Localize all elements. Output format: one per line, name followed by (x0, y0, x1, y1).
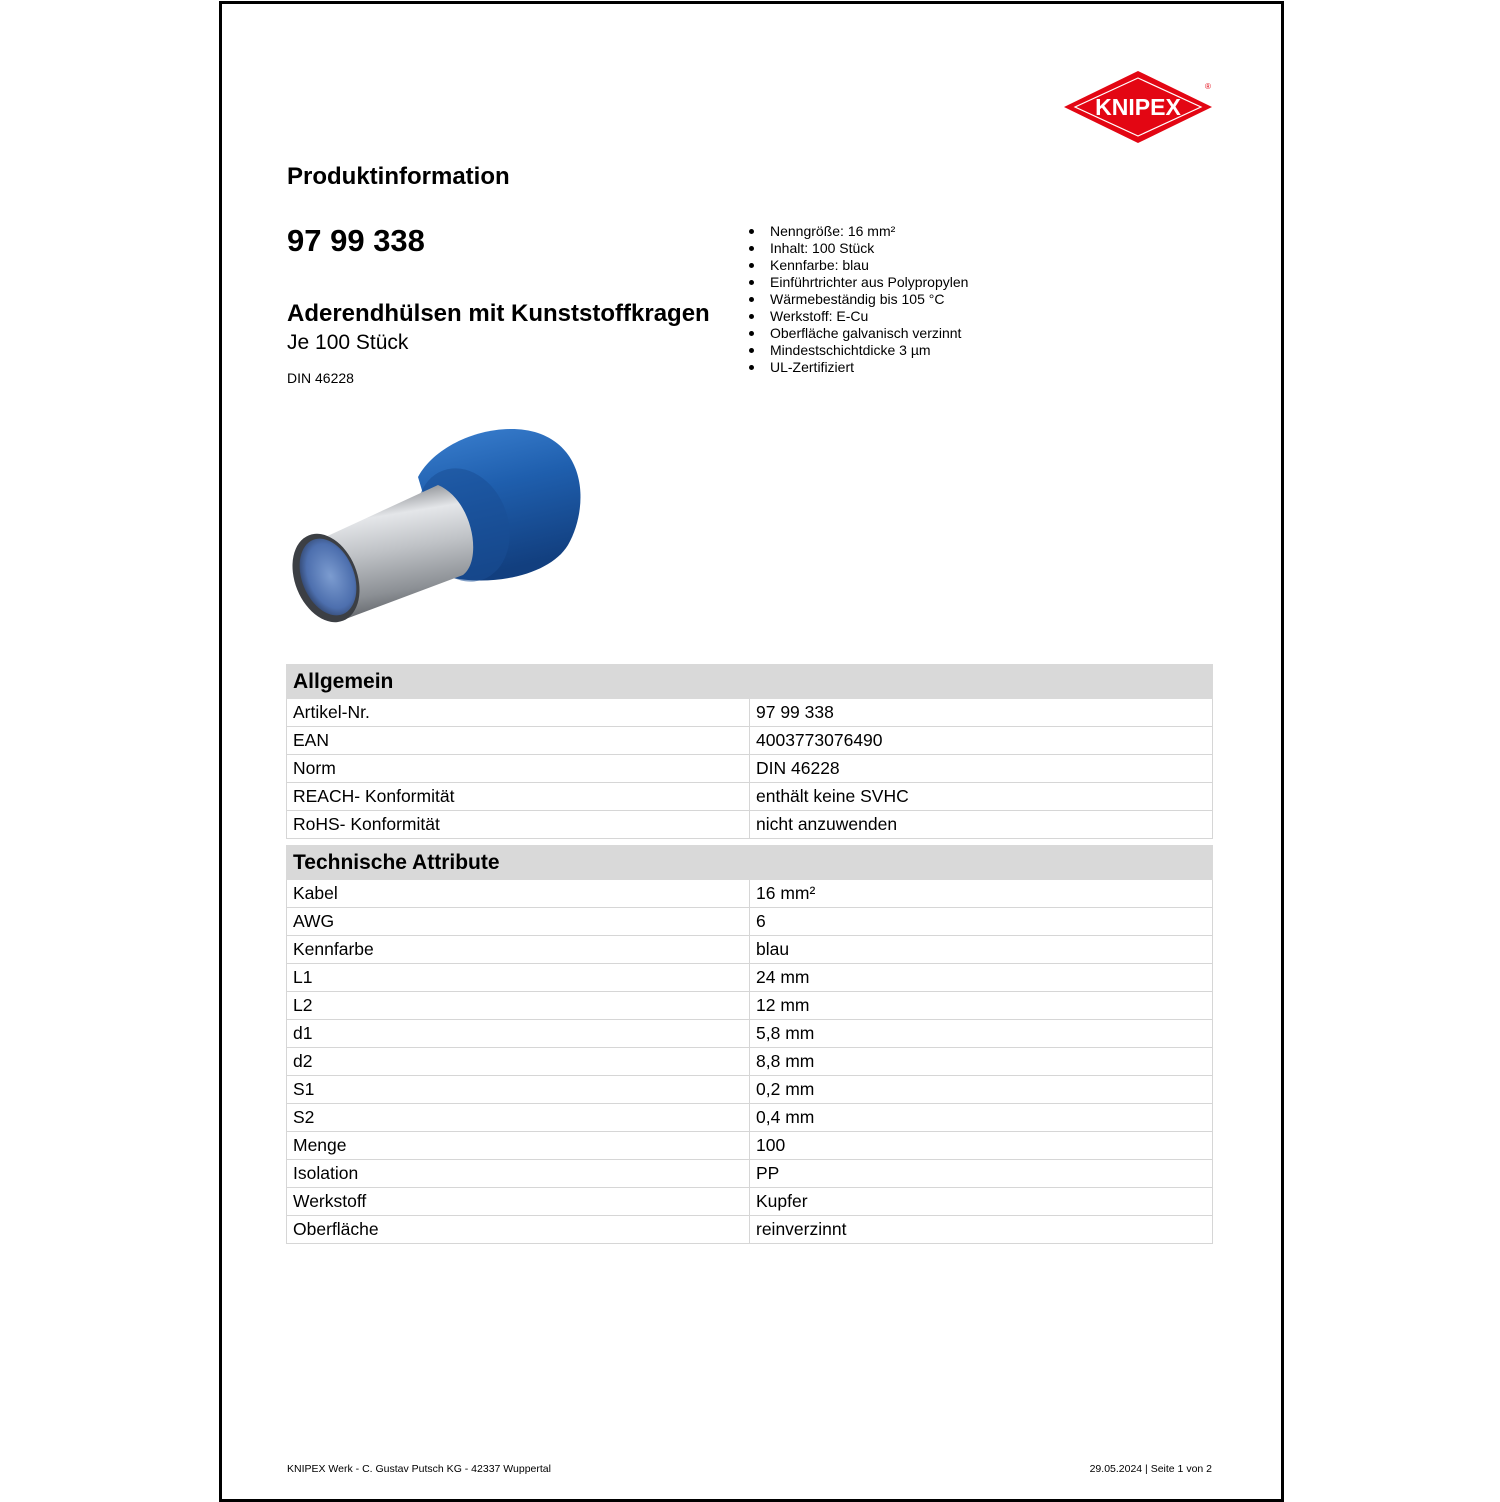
feature-item: Kennfarbe: blau (749, 257, 968, 274)
bullet-icon (749, 331, 754, 336)
bullet-icon (749, 297, 754, 302)
attribute-key: d2 (287, 1048, 750, 1076)
attribute-key: L2 (287, 992, 750, 1020)
feature-item: Mindestschichtdicke 3 µm (749, 342, 968, 359)
attribute-key: Kabel (287, 880, 750, 908)
table-row (287, 908, 1213, 936)
feature-item: Nenngröße: 16 mm² (749, 223, 968, 240)
attribute-value: 16 mm² (750, 880, 1213, 908)
table-row (287, 1132, 1213, 1160)
table-row (287, 811, 1213, 839)
attribute-key: EAN (287, 727, 750, 755)
article-number: 97 99 338 (287, 223, 425, 258)
product-subtitle: Je 100 Stück (287, 331, 409, 354)
attribute-value: 100 (750, 1132, 1213, 1160)
table-row (287, 1104, 1213, 1132)
product-norm: DIN 46228 (287, 370, 354, 386)
attribute-key: Werkstoff (287, 1188, 750, 1216)
attribute-value: DIN 46228 (750, 755, 1213, 783)
bullet-icon (749, 280, 754, 285)
general-table (286, 664, 1213, 839)
attribute-key: Norm (287, 755, 750, 783)
table-row (287, 936, 1213, 964)
attribute-key: Menge (287, 1132, 750, 1160)
table-row (287, 727, 1213, 755)
svg-text:®: ® (1205, 82, 1211, 91)
bullet-icon (749, 348, 754, 353)
attribute-value: 12 mm (750, 992, 1213, 1020)
page-heading: Produktinformation (287, 163, 510, 190)
attribute-value: nicht anzuwenden (750, 811, 1213, 839)
table-row (287, 880, 1213, 908)
attribute-value: 0,2 mm (750, 1076, 1213, 1104)
attribute-value: PP (750, 1160, 1213, 1188)
attribute-key: d1 (287, 1020, 750, 1048)
feature-item: Inhalt: 100 Stück (749, 240, 968, 257)
attribute-value: 6 (750, 908, 1213, 936)
attribute-key: AWG (287, 908, 750, 936)
attribute-key: Oberfläche (287, 1216, 750, 1244)
table-row (287, 1160, 1213, 1188)
footer-date-page: 29.05.2024 | Seite 1 von 2 (1089, 1463, 1212, 1475)
bullet-icon (749, 365, 754, 370)
attribute-value: 24 mm (750, 964, 1213, 992)
table-row (287, 783, 1213, 811)
table-row (287, 1216, 1213, 1244)
table-row (287, 992, 1213, 1020)
feature-item: Einführtrichter aus Polypropylen (749, 274, 968, 291)
product-title: Aderendhülsen mit Kunststoffkragen (287, 300, 710, 327)
attribute-key: Kennfarbe (287, 936, 750, 964)
attribute-value: reinverzinnt (750, 1216, 1213, 1244)
bullet-icon (749, 246, 754, 251)
table-row (287, 699, 1213, 727)
knipex-logo (1062, 70, 1214, 144)
table-row (287, 1020, 1213, 1048)
bullet-icon (749, 229, 754, 234)
bullet-icon (749, 263, 754, 268)
attribute-key: S2 (287, 1104, 750, 1132)
attribute-value: 5,8 mm (750, 1020, 1213, 1048)
attribute-key: Artikel-Nr. (287, 699, 750, 727)
attribute-value: 0,4 mm (750, 1104, 1213, 1132)
product-image (288, 425, 588, 625)
attribute-key: RoHS- Konformität (287, 811, 750, 839)
attribute-key: Isolation (287, 1160, 750, 1188)
feature-item: UL-Zertifiziert (749, 359, 968, 376)
bullet-icon (749, 314, 754, 319)
attribute-key: REACH- Konformität (287, 783, 750, 811)
technical-table (286, 845, 1213, 1244)
attribute-key: L1 (287, 964, 750, 992)
attribute-value: enthält keine SVHC (750, 783, 1213, 811)
attribute-value: 8,8 mm (750, 1048, 1213, 1076)
attribute-value: 4003773076490 (750, 727, 1213, 755)
table-row (287, 755, 1213, 783)
attribute-value: blau (750, 936, 1213, 964)
feature-item: Oberfläche galvanisch verzinnt (749, 325, 968, 342)
feature-list (749, 223, 968, 376)
table-row (287, 1048, 1213, 1076)
section-header: Allgemein (287, 665, 1213, 699)
attribute-key: S1 (287, 1076, 750, 1104)
attribute-value: 97 99 338 (750, 699, 1213, 727)
footer-company: KNIPEX Werk - C. Gustav Putsch KG - 42337 Wuppertal (287, 1463, 551, 1475)
feature-item: Wärmebeständig bis 105 °C (749, 291, 968, 308)
attribute-value: Kupfer (750, 1188, 1213, 1216)
logo-wordmark: KNIPEX (1095, 94, 1181, 120)
feature-item: Werkstoff: E-Cu (749, 308, 968, 325)
table-row (287, 1076, 1213, 1104)
table-row (287, 964, 1213, 992)
table-row (287, 1188, 1213, 1216)
section-header: Technische Attribute (287, 846, 1213, 880)
